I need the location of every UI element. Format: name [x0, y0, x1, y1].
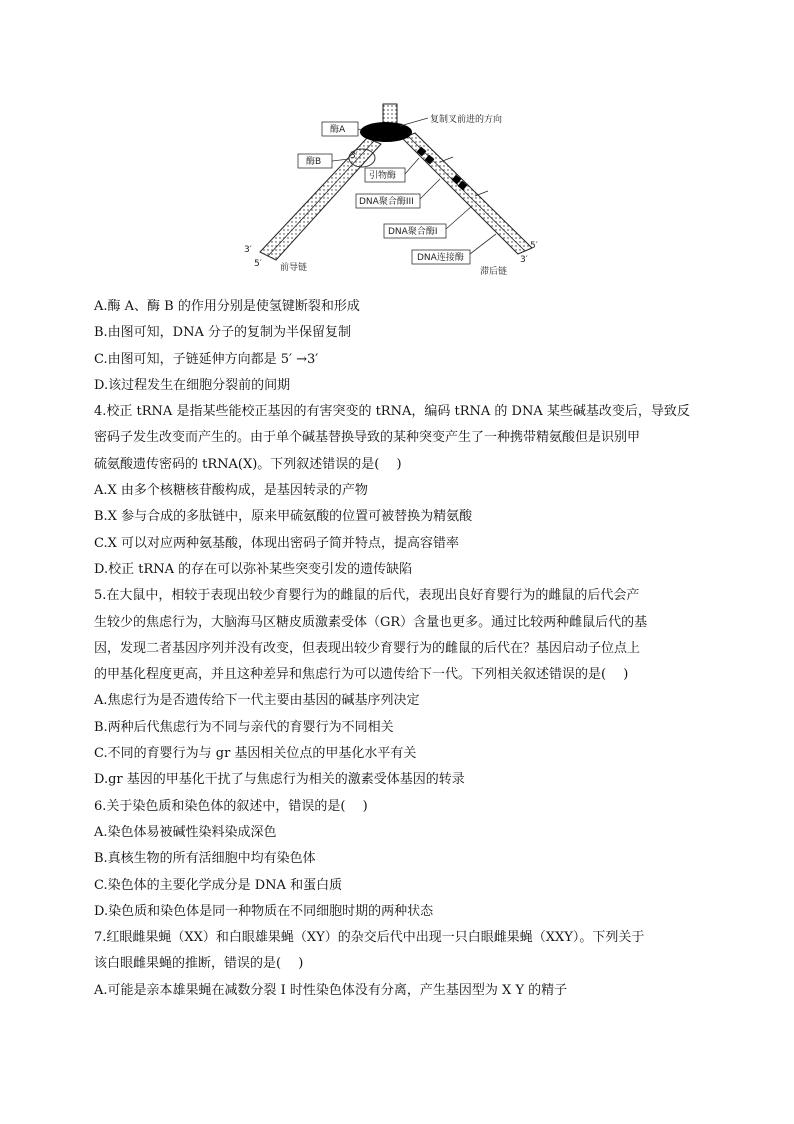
- text-line: 生较少的焦虑行为，大脑海马区糖皮质激素受体（GR）含量也更多。通过比较两种雌鼠后代的基: [94, 614, 648, 630]
- text-line: C.X 可以对应两种氨基酸，体现出密码子简并特点，提高容错率: [94, 535, 460, 551]
- text-line: 6.关于染色质和染色体的叙述中，错误的是( ): [94, 798, 368, 814]
- dna-pol-i-label: DNA聚合酶I: [388, 227, 438, 237]
- text-line: 密码子发生改变而产生的。由于单个碱基替换导致的某种突变产生了一种携带精氨酸但是识别甲: [94, 430, 641, 446]
- text-line: D.校正 tRNA 的存在可以弥补某些突变引发的遗传缺陷: [94, 561, 413, 577]
- text-line: B.X 参与合成的多肽链中，原来甲硫氨酸的位置可被替换为精氨酸: [94, 509, 473, 525]
- text-line: A.酶 A、酶 B 的作用分别是使氢键断裂和形成: [94, 299, 360, 314]
- text-line: C.由图可知，子链延伸方向都是 5′ →3′: [94, 351, 319, 367]
- text-line: D.该过程发生在细胞分裂前的间期: [94, 377, 291, 393]
- text-line: 硫氨酸遗传密码的 tRNA(X)。下列叙述错误的是( ): [94, 456, 402, 472]
- ligase-label: DNA连接酶: [417, 253, 464, 263]
- text-line: B.两种后代焦虑行为不同与亲代的育婴行为不同相关: [94, 719, 394, 735]
- fork-direction-label: 复制叉前进的方向: [430, 115, 503, 125]
- dna-pol-i-pointer: [446, 206, 472, 229]
- text-line: B.由图可知，DNA 分子的复制为半保留复制: [94, 325, 352, 341]
- text-line: 因，发现二者基因序列并没有改变，但表现出较少育婴行为的雌鼠的后代在？基因启动子位点上: [94, 640, 641, 656]
- lead-5-prime-end: 5′: [254, 259, 262, 269]
- primase-pointer: [405, 158, 419, 174]
- enzyme-a-label: 酶A: [330, 125, 346, 135]
- b-three-prime: 3′: [350, 151, 358, 161]
- text-line: 的甲基化程度更高，并且这种差异和焦虑行为可以遗传给下一代。下列相关叙述错误的是( ): [94, 667, 629, 683]
- text-line: 4.校正 tRNA 是指某些能校正基因的有害突变的 tRNA，编码 tRNA 的 DNA 某些碱基改变后，导致反: [94, 404, 690, 420]
- text-line: C.不同的育婴行为与 gr 基因相关位点的甲基化水平有关: [94, 746, 417, 762]
- dna-pol-iii-pointer: [420, 179, 440, 199]
- text-line: D.gr 基因的甲基化干扰了与焦虑行为相关的激素受体基因的转录: [94, 772, 465, 788]
- text-line: 7.红眼雌果蝇（XX）和白眼雄果蝇（XY）的杂交后代中出现一只白眼雌果蝇（XXY）。下列关于: [94, 930, 645, 946]
- dna-pol-iii-label: DNA聚合酶III: [359, 197, 414, 207]
- text-line: C.染色体的主要化学成分是 DNA 和蛋白质: [94, 877, 343, 893]
- text-line: A.X 由多个核糖核苷酸构成，是基因转录的产物: [94, 483, 368, 499]
- primase-label: 引物酶: [369, 171, 397, 181]
- ligase-pointer: [470, 234, 496, 254]
- lead-3-prime-end: 3′: [244, 245, 252, 255]
- lag-3-prime-end: 3′: [520, 255, 528, 265]
- text-line: A.焦虑行为是否遗传给下一代主要由基因的碱基序列决定: [94, 693, 420, 709]
- leading-strand-label: 前导链: [280, 263, 308, 273]
- question-text: [94, 294, 704, 1004]
- enzyme-b-label: 酶B: [306, 157, 322, 167]
- text-line: B.真核生物的所有活细胞中均有染色体: [94, 851, 316, 867]
- fork-direction-pointer: [400, 118, 428, 126]
- lag-5-prime-end: 5′: [530, 241, 538, 251]
- text-line: D.染色质和染色体是同一种物质在不同细胞时期的两种状态: [94, 903, 434, 919]
- text-line: A.染色体易被碱性染料染成深色: [94, 824, 277, 840]
- text-line: 5.在大鼠中，相较于表现出较少育婴行为的雌鼠的后代，表现出良好育婴行为的雌鼠的后代会产: [94, 588, 640, 604]
- lagging-strand-label: 滞后链: [480, 267, 508, 277]
- text-line: 该白眼雌果蝇的推断，错误的是( ): [94, 956, 304, 972]
- dna-replication-diagram: [244, 100, 550, 278]
- text-line: A.可能是亲本雄果蝇在减数分裂 I 时性染色体没有分离，产生基因型为 X Y 的精子: [94, 982, 568, 998]
